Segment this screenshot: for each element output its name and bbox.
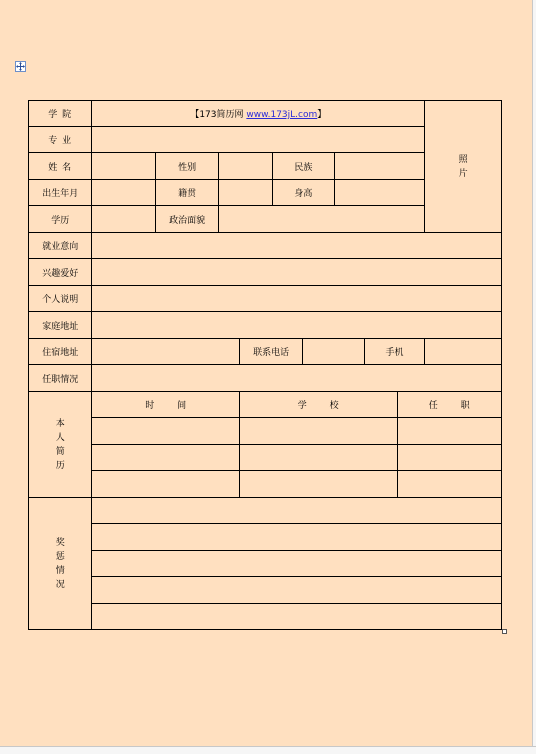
mobile-label: 手机 (364, 339, 424, 365)
resume-position-cell[interactable] (397, 471, 502, 498)
education-label: 学历 (29, 206, 92, 233)
resume-position-cell[interactable] (397, 418, 502, 445)
resume-time-cell[interactable] (92, 471, 239, 498)
resume-section-label (29, 392, 92, 498)
major-label: 专 业 (29, 127, 92, 153)
residence-address-label: 住宿地址 (29, 339, 92, 365)
site-title (92, 101, 425, 127)
resume-school-cell[interactable] (239, 418, 397, 445)
awards-line[interactable] (92, 551, 502, 577)
birth-label: 出生年月 (29, 180, 92, 206)
birth-field[interactable] (92, 180, 155, 206)
contact-phone-field[interactable] (303, 339, 364, 365)
positions-held-label: 任职情况 (29, 365, 92, 392)
resume-char-3: 简 (55, 446, 65, 457)
major-field[interactable] (92, 127, 425, 153)
resume-col-school: 学 校 (239, 392, 397, 418)
ethnicity-field[interactable] (335, 153, 425, 180)
awards-line[interactable] (92, 524, 502, 551)
gender-field[interactable] (219, 153, 272, 180)
awards-line[interactable] (92, 577, 502, 604)
political-status-field[interactable] (219, 206, 425, 233)
resume-char-4: 历 (55, 460, 65, 471)
resume-school-cell[interactable] (239, 471, 397, 498)
personal-statement-field[interactable] (92, 286, 502, 312)
job-intent-field[interactable] (92, 233, 502, 259)
awards-line[interactable] (92, 604, 502, 630)
resume-char-1: 本 (55, 418, 65, 429)
gender-label: 性别 (155, 153, 218, 180)
height-field[interactable] (335, 180, 425, 206)
mobile-field[interactable] (425, 339, 502, 365)
resume-col-position: 任 职 (397, 392, 502, 418)
photo-label-2: 片 (458, 168, 468, 179)
native-place-field[interactable] (219, 180, 272, 206)
page-edge-right (532, 0, 536, 753)
education-field[interactable] (92, 206, 155, 233)
residence-address-field[interactable] (92, 339, 239, 365)
hobbies-label: 兴趣爱好 (29, 259, 92, 286)
name-field[interactable] (92, 153, 155, 180)
college-label: 学 院 (29, 101, 92, 127)
resume-school-cell[interactable] (239, 445, 397, 471)
resume-form-table (28, 100, 502, 630)
home-address-label: 家庭地址 (29, 312, 92, 339)
political-status-label: 政治面貌 (155, 206, 218, 233)
resume-time-cell[interactable] (92, 445, 239, 471)
hobbies-field[interactable] (92, 259, 502, 286)
job-intent-label: 就业意向 (29, 233, 92, 259)
height-label: 身高 (272, 180, 334, 206)
ethnicity-label: 民族 (272, 153, 334, 180)
home-address-field[interactable] (92, 312, 502, 339)
table-resize-handle-icon[interactable] (502, 629, 507, 634)
photo-label-1: 照 (458, 154, 468, 165)
photo-box[interactable] (425, 101, 502, 233)
contact-phone-label: 联系电话 (239, 339, 302, 365)
resume-char-2: 人 (55, 432, 65, 443)
awards-char-1: 奖 (55, 537, 65, 548)
resume-position-cell[interactable] (397, 445, 502, 471)
positions-held-field[interactable] (92, 365, 502, 392)
native-place-label: 籍贯 (155, 180, 218, 206)
awards-char-2: 惩 (55, 551, 65, 562)
awards-section-label (29, 498, 92, 630)
site-link[interactable]: www.173jL.com (246, 110, 318, 120)
awards-line[interactable] (92, 498, 502, 524)
name-label: 姓 名 (29, 153, 92, 180)
awards-char-3: 情 (55, 565, 65, 576)
site-title-suffix: 】 (317, 110, 327, 120)
personal-statement-label: 个人说明 (29, 286, 92, 312)
resume-col-time: 时 间 (92, 392, 239, 418)
resume-time-cell[interactable] (92, 418, 239, 445)
site-title-prefix: 【173简历网 (190, 110, 247, 120)
table-move-handle-icon[interactable] (15, 61, 26, 72)
awards-char-4: 况 (55, 579, 65, 590)
